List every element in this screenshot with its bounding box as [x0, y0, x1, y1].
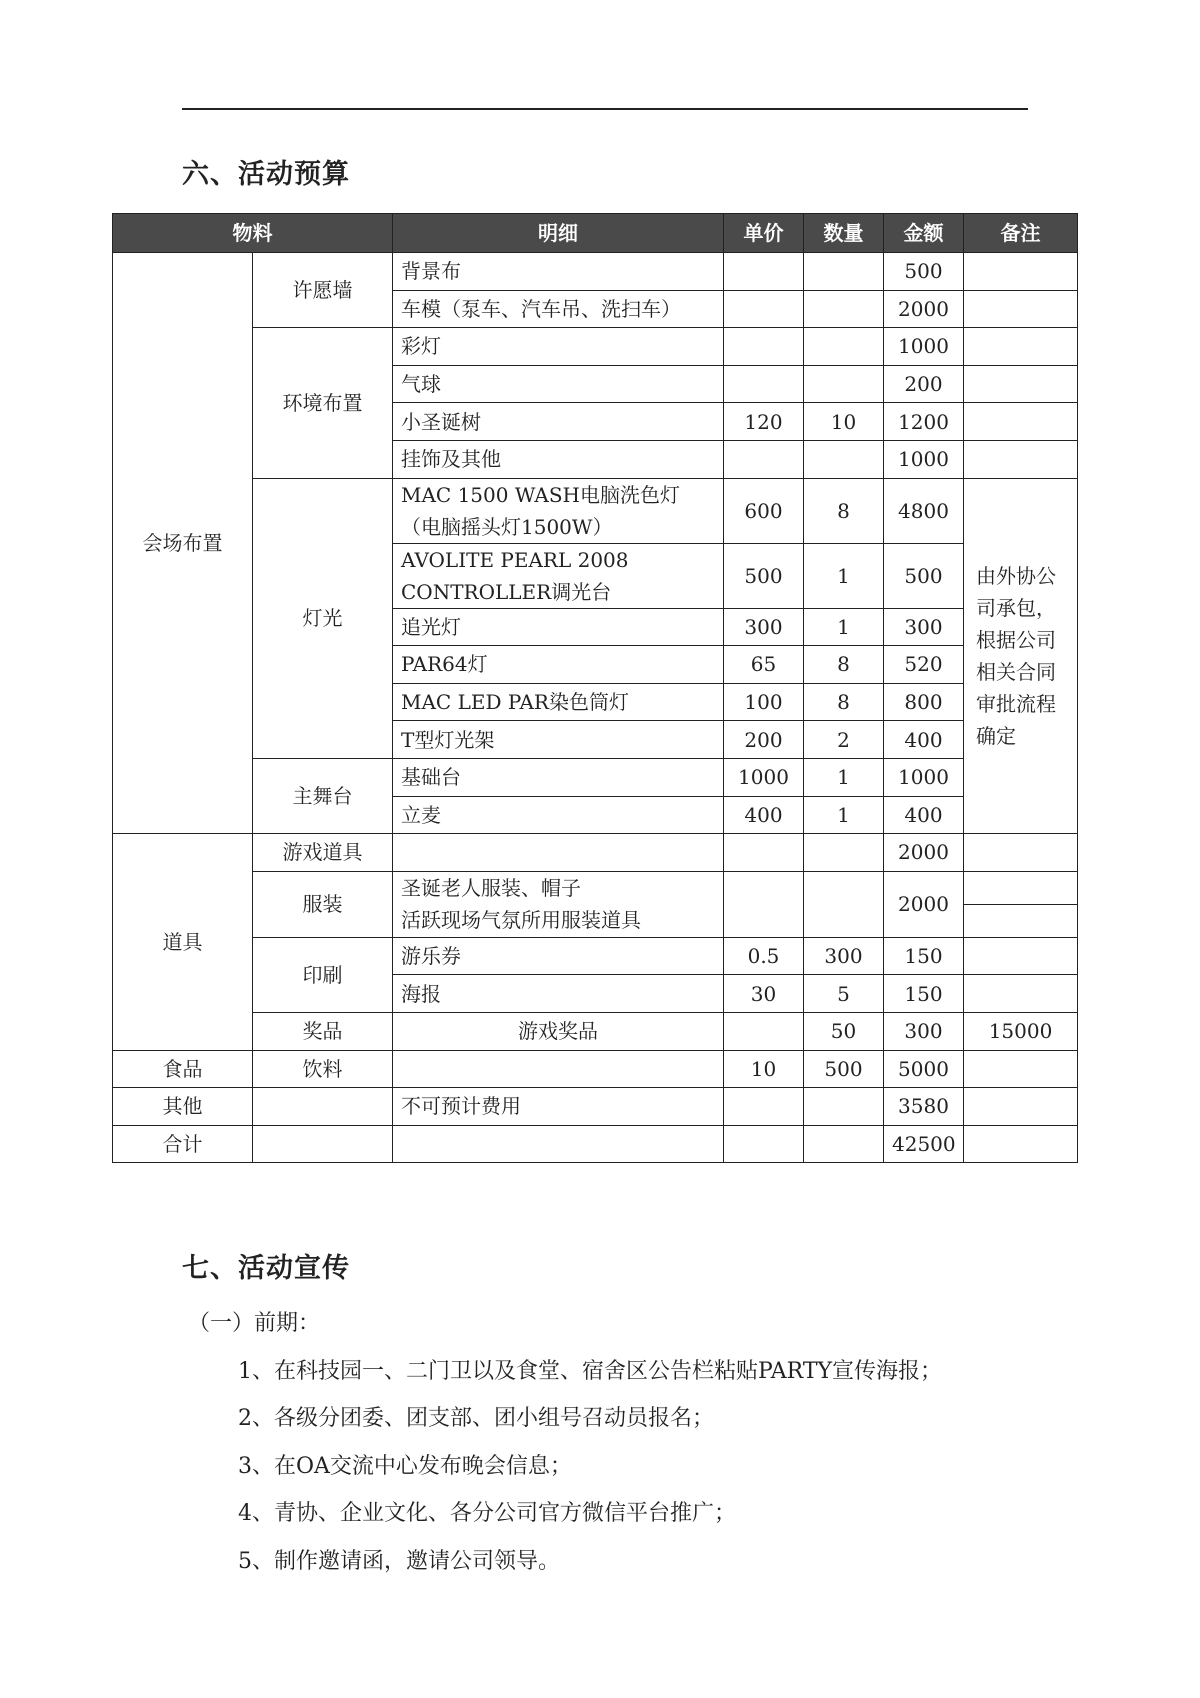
- cell-note: [964, 1088, 1078, 1126]
- subgroup-environment: 环境布置: [253, 328, 393, 478]
- cell-amount: 150: [884, 937, 964, 975]
- table-row: [113, 328, 1078, 366]
- budget-table: [112, 213, 1078, 1163]
- list-item: 5、制作邀请函，邀请公司领导。: [238, 1548, 560, 1574]
- cell-price: 200: [724, 721, 804, 759]
- header-detail: 明细: [393, 214, 724, 253]
- cell-qty: 1: [804, 608, 884, 646]
- cell-note: [964, 975, 1078, 1013]
- cell-amount: 1000: [884, 758, 964, 796]
- cell-price: 500: [724, 543, 804, 608]
- cell-subgroup-empty: [253, 1088, 393, 1126]
- subgroup-main-stage: 主舞台: [253, 758, 393, 833]
- cell-note: [964, 290, 1078, 328]
- cell-detail: 不可预计费用: [393, 1088, 724, 1126]
- cell-amount: 1000: [884, 328, 964, 366]
- cell-qty: [804, 1088, 884, 1126]
- cell-detail: MAC 1500 WASH电脑洗色灯（电脑摇头灯1500W）: [393, 478, 724, 543]
- promo-phase-label: （一）前期：: [188, 1311, 321, 1336]
- cell-price: 0.5: [724, 937, 804, 975]
- table-row: [113, 253, 1078, 291]
- subgroup-printing: 印刷: [253, 937, 393, 1012]
- cell-price: [724, 365, 804, 403]
- cell-price: 400: [724, 796, 804, 834]
- cell-detail: 圣诞老人服装、帽子 活跃现场气氛所用服装道具: [393, 871, 724, 937]
- cell-price: 10: [724, 1050, 804, 1088]
- cell-qty: [804, 440, 884, 478]
- list-item: 1、在科技园一、二门卫以及食堂、宿舍区公告栏粘贴PARTY宣传海报；: [238, 1358, 943, 1384]
- cell-detail: 背景布: [393, 253, 724, 291]
- header-note: 备注: [964, 214, 1078, 253]
- cell-note: [964, 440, 1078, 478]
- table-row: [113, 871, 1078, 937]
- cell-detail: 游乐券: [393, 937, 724, 975]
- cell-price: 1000: [724, 758, 804, 796]
- section-title-budget: 六、活动预算: [182, 159, 350, 190]
- cell-price: 65: [724, 646, 804, 684]
- subgroup-game-props: 游戏道具: [253, 834, 393, 872]
- cell-amount: 520: [884, 646, 964, 684]
- cell-qty: [804, 253, 884, 291]
- cell-qty: [804, 290, 884, 328]
- cell-qty: 8: [804, 646, 884, 684]
- cell-amount: 2000: [884, 290, 964, 328]
- table-row: [113, 758, 1078, 796]
- cell-amount: 500: [884, 543, 964, 608]
- list-item: 3、在OA交流中心发布晚会信息；: [238, 1453, 572, 1479]
- cell-note: [964, 834, 1078, 872]
- header-amount: 金额: [884, 214, 964, 253]
- group-other: 其他: [113, 1088, 253, 1126]
- table-row-total: [113, 1125, 1078, 1163]
- cell-price: 300: [724, 608, 804, 646]
- cell-price: [724, 253, 804, 291]
- cell-qty: [804, 871, 884, 937]
- cell-price: 30: [724, 975, 804, 1013]
- cell-qty: 300: [804, 937, 884, 975]
- cell-note: [964, 403, 1078, 441]
- cell-amount: 2000: [884, 834, 964, 872]
- cell-amount: 2000: [884, 871, 964, 937]
- table-row: [113, 834, 1078, 872]
- cell-amount: 800: [884, 683, 964, 721]
- group-food: 食品: [113, 1050, 253, 1088]
- subgroup-drinks: 饮料: [253, 1050, 393, 1088]
- cell-price: [724, 328, 804, 366]
- cell-qty: 500: [804, 1050, 884, 1088]
- promo-list: [182, 1300, 942, 1585]
- cell-amount: 1000: [884, 440, 964, 478]
- cell-detail: 车模（泵车、汽车吊、洗扫车）: [393, 290, 724, 328]
- cell-price: 120: [724, 403, 804, 441]
- cell-detail: 基础台: [393, 758, 724, 796]
- cell-qty: [804, 365, 884, 403]
- cell-detail: 追光灯: [393, 608, 724, 646]
- list-item: 2、各级分团委、团支部、团小组号召动员报名；: [238, 1406, 714, 1431]
- cell-detail: MAC LED PAR染色筒灯: [393, 683, 724, 721]
- cell-qty: 1: [804, 543, 884, 608]
- cell-amount: 3580: [884, 1088, 964, 1126]
- header-material: 物料: [113, 214, 393, 253]
- cell-detail: 海报: [393, 975, 724, 1013]
- cell-note: [964, 365, 1078, 403]
- cell-price: 100: [724, 683, 804, 721]
- cell-subgroup-empty: [253, 1125, 393, 1163]
- cell-detail: 气球: [393, 365, 724, 403]
- note-blank: [964, 905, 1077, 937]
- subgroup-lighting: 灯光: [253, 478, 393, 758]
- cell-amount: 150: [884, 975, 964, 1013]
- group-total: 合计: [113, 1125, 253, 1163]
- cell-amount: 500: [884, 253, 964, 291]
- cell-price: [724, 440, 804, 478]
- table-header-row: [113, 214, 1078, 253]
- cell-note-outsourced: 由外协公司承包，根据公司相关合同审批流程确定: [964, 478, 1078, 834]
- cell-note: [964, 328, 1078, 366]
- cell-amount: 5000: [884, 1050, 964, 1088]
- cell-detail: [393, 834, 724, 872]
- cell-detail: 小圣诞树: [393, 403, 724, 441]
- cell-amount: 200: [884, 365, 964, 403]
- table-row: [113, 937, 1078, 975]
- cell-detail: [724, 1012, 804, 1050]
- cell-price: [724, 1125, 804, 1163]
- subgroup-costume: 服装: [253, 871, 393, 937]
- note-divider: [964, 872, 1077, 905]
- list-item: 4、青协、企业文化、各分公司官方微信平台推广；: [238, 1501, 736, 1526]
- cell-amount-total: 42500: [884, 1125, 964, 1163]
- cell-amount: 300: [884, 608, 964, 646]
- header-qty: 数量: [804, 214, 884, 253]
- cell-price: 50: [804, 1012, 884, 1050]
- cell-qty: 1: [804, 758, 884, 796]
- cell-note: [964, 253, 1078, 291]
- group-venue: 会场布置: [113, 253, 253, 834]
- cell-qty: [804, 328, 884, 366]
- cell-qty: 5: [804, 975, 884, 1013]
- cell-detail: 立麦: [393, 796, 724, 834]
- cell-detail: 挂饰及其他: [393, 440, 724, 478]
- header-price: 单价: [724, 214, 804, 253]
- cell-qty: 300: [884, 1012, 964, 1050]
- cell-price: 600: [724, 478, 804, 543]
- cell-detail: 彩灯: [393, 328, 724, 366]
- table-row: [113, 1088, 1078, 1126]
- cell-detail: T型灯光架: [393, 721, 724, 759]
- cell-amount: 4800: [884, 478, 964, 543]
- header-rule: [182, 108, 1028, 110]
- section-title-promo: 七、活动宣传: [182, 1253, 350, 1284]
- cell-qty: 8: [804, 683, 884, 721]
- cell-price: [724, 1088, 804, 1126]
- cell-note: [964, 871, 1078, 937]
- cell-amount: 15000: [964, 1012, 1078, 1050]
- cell-qty: [804, 834, 884, 872]
- table-row: [113, 1012, 1078, 1050]
- subgroup-game-prizes: 游戏奖品: [393, 1012, 724, 1050]
- cell-amount: 400: [884, 721, 964, 759]
- cell-note: [964, 1050, 1078, 1088]
- table-row: [113, 1050, 1078, 1088]
- group-props: 道具: [113, 834, 253, 1050]
- cell-qty: 8: [804, 478, 884, 543]
- cell-detail: [393, 1050, 724, 1088]
- cell-price: [724, 834, 804, 872]
- group-prizes: 奖品: [253, 1012, 393, 1050]
- cell-qty: 1: [804, 796, 884, 834]
- cell-amount: 400: [884, 796, 964, 834]
- cell-detail: PAR64灯: [393, 646, 724, 684]
- cell-detail: AVOLITE PEARL 2008 CONTROLLER调光台: [393, 543, 724, 608]
- cell-price: [724, 871, 804, 937]
- cell-qty: [804, 1125, 884, 1163]
- cell-price: [724, 290, 804, 328]
- cell-detail: [393, 1125, 724, 1163]
- cell-qty: 2: [804, 721, 884, 759]
- cell-note: [964, 1125, 1078, 1163]
- cell-qty: 10: [804, 403, 884, 441]
- subgroup-wish-wall: 许愿墙: [253, 253, 393, 328]
- cell-amount: 1200: [884, 403, 964, 441]
- table-row: [113, 478, 1078, 543]
- cell-note: [964, 937, 1078, 975]
